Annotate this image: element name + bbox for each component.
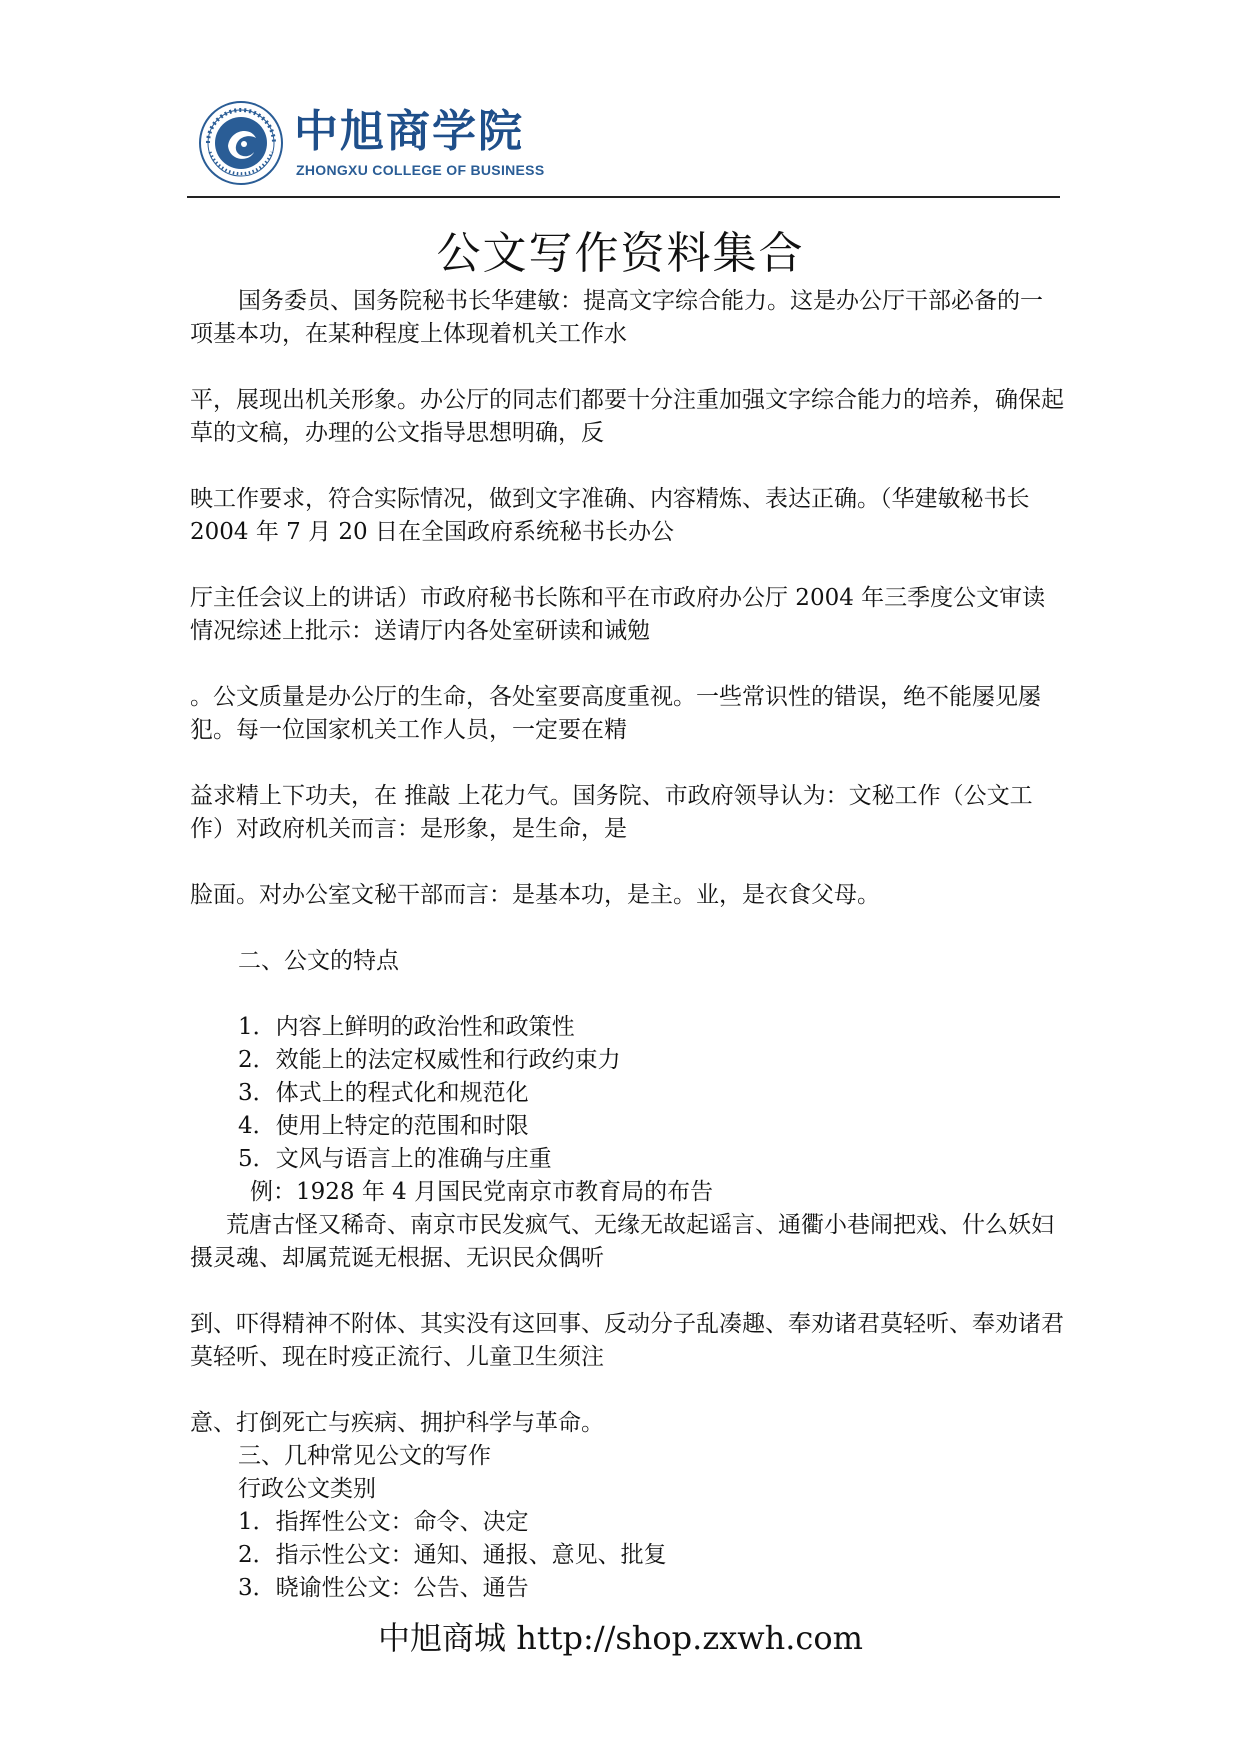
paragraph: 平，展现出机关形象。办公厅的同志们都要十分注重加强文字综合能力的培养，确保起草的文稿，办理的公文指导思想明确，反 (190, 387, 1064, 446)
college-seal-icon (198, 100, 284, 186)
paragraph: 。公文质量是办公厅的生命，各处室要高度重视。一些常识性的错误，绝不能屡见屡犯。每一位国家机关工作人员，一定要在精 (190, 684, 1041, 743)
list-item: 1．指挥性公文：命令、决定 (238, 1509, 529, 1535)
list-item: 4．使用上特定的范围和时限 (238, 1113, 529, 1139)
college-name-cn: 中旭商学院 (294, 106, 524, 157)
footer-text: 中旭商城 http://shop.zxwh.com (378, 1619, 863, 1657)
list-item: 3．晓谕性公文：公告、通告 (238, 1575, 529, 1601)
list-item: 5．文风与语言上的准确与庄重 (238, 1146, 552, 1172)
paragraph: 脸面。对办公室文秘干部而言：是基本功，是主。业，是衣食父母。 (190, 882, 880, 908)
college-name-en: ZHONGXU COLLEGE OF BUSINESS (296, 162, 545, 178)
example-paragraph: 荒唐古怪又稀奇、南京市民发疯气、无缘无故起谣言、通衢小巷闹把戏、什么妖妇摄灵魂、却属荒诞无根据、无识民众偶听 (190, 1212, 1054, 1271)
list-item: 2．效能上的法定权威性和行政约束力 (238, 1047, 621, 1073)
section-heading: 二、公文的特点 (238, 948, 399, 974)
section-heading: 三、几种常见公文的写作 (238, 1443, 491, 1469)
example-paragraph: 到、吓得精神不附体、其实没有这回事、反动分子乱凑趣、奉劝诸君莫轻听、奉劝诸君莫轻听、现在时疫正流行、儿童卫生须注 (190, 1311, 1064, 1370)
paragraph: 映工作要求，符合实际情况，做到文字准确、内容精炼、表达正确。（华建敏秘书长 2004 年 7 月 20 日在全国政府系统秘书长办公 (190, 486, 1030, 545)
paragraph: 国务委员、国务院秘书长华建敏：提高文字综合能力。这是办公厅干部必备的一项基本功，在某种程度上体现着机关工作水 (190, 288, 1043, 347)
paragraph: 厅主任会议上的讲话）市政府秘书长陈和平在市政府办公厅 2004 年三季度公文审读情况综述上批示：送请厅内各处室研读和诫勉 (190, 585, 1046, 644)
document-body (190, 285, 1065, 1605)
section-subheading: 行政公文类别 (238, 1476, 376, 1502)
header-divider (187, 196, 1060, 198)
list-item: 3．体式上的程式化和规范化 (238, 1080, 529, 1106)
example-paragraph: 意、打倒死亡与疾病、拥护科学与革命。 (190, 1410, 604, 1436)
list-item: 1．内容上鲜明的政治性和政策性 (238, 1014, 575, 1040)
paragraph: 益求精上下功夫，在 推敲 上花力气。国务院、市政府领导认为：文秘工作（公文工作）对政府机关而言：是形象，是生命，是 (190, 783, 1033, 842)
example-title: 例：1928 年 4 月国民党南京市教育局的布告 (250, 1179, 714, 1205)
list-item: 2．指示性公文：通知、通报、意见、批复 (238, 1542, 667, 1568)
document-title: 公文写作资料集合 (436, 228, 805, 279)
header-logo (198, 100, 545, 190)
